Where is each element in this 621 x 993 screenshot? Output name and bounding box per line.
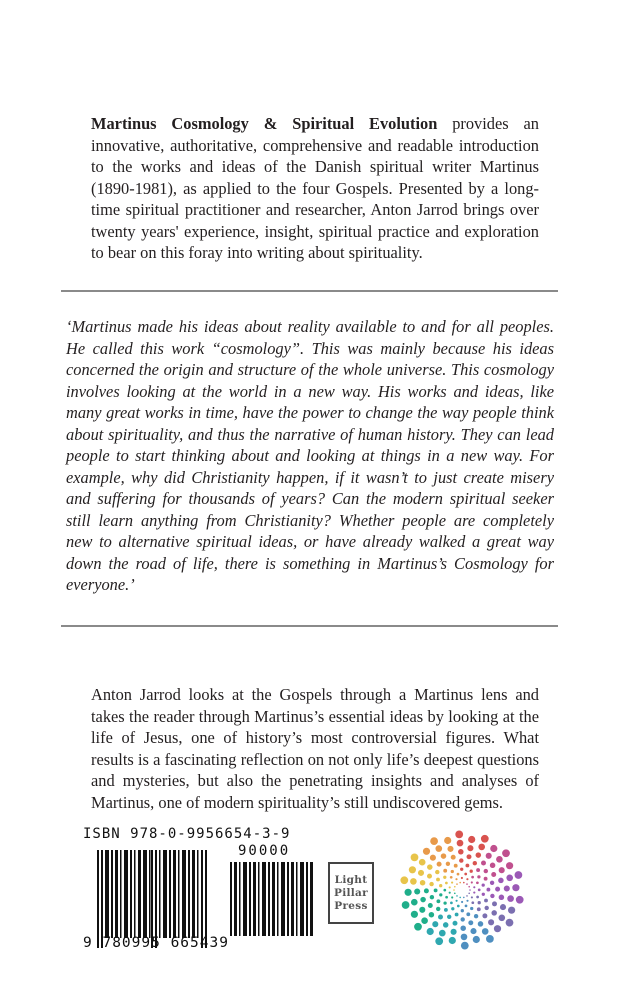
publisher-line-1: Light [334, 873, 368, 886]
quote-top-rule [61, 290, 558, 292]
quote-bottom-rule [61, 625, 558, 627]
isbn-label: ISBN 978-0-9956654-3-9 [83, 826, 291, 842]
pull-quote: ‘Martinus made his ideas about reality available to and for all peoples. He called this work “cosmology”. This was mainly because his ideas concerned the origin and structure of the whole universe. This cosmology involves looking at the world in a new way. His works and ideas, like many great works in time, have the power to change the way people think about spirituality, and thus the narrative of human history. They can lead people to start thinking about and looking at things in a new way. For example, why did Christianity happen, if it wasn’t to just create misery and suffering for thousands of years? Can the modern spiritual seeker still learn anything from Christianity? Whether people are completely new to alternative spiritual ideas, or have already walked a great way down the road of life, there is something in Martinus’s Cosmology for everyone.’ [66, 317, 554, 595]
addon-barcode [230, 862, 314, 936]
blurb-text: provides an innovative, authoritative, comprehensive and readable introduction to the works and ideas of the Danish spiritual writer Martinus (1890-1981), as applied to the four Gospels. Presented by a long-time spiritual practitioner and researcher, Anton Jarrod brings over twenty years' experience, insight, spiritual practice and exploration to bear on this foray into writing about spirituality. [91, 114, 539, 263]
ean-barcode [97, 850, 209, 948]
ean-digits: 9 780995 665439 [83, 935, 229, 951]
book-title: Martinus Cosmology & Spiritual Evolution [91, 114, 438, 134]
spiral-dots-icon [400, 828, 540, 956]
description-paragraph: Anton Jarrod looks at the Gospels through a Martinus lens and takes the reader through Martinus’s essential ideas by looking at the life of Jesus, one of history’s most controversial figures. What results is a fascinating reflection on not only life’s deepest questions and mysteries, but also the penetrating insights and analyses of Martinus, one of modern spirituality’s still undiscovered gems. [91, 685, 539, 812]
publisher-line-3: Press [334, 899, 368, 912]
back-cover-blurb [91, 113, 539, 264]
publisher-line-2: Pillar [334, 886, 368, 899]
price-addon-number: 90000 [238, 843, 291, 859]
publisher-logo [328, 862, 374, 924]
